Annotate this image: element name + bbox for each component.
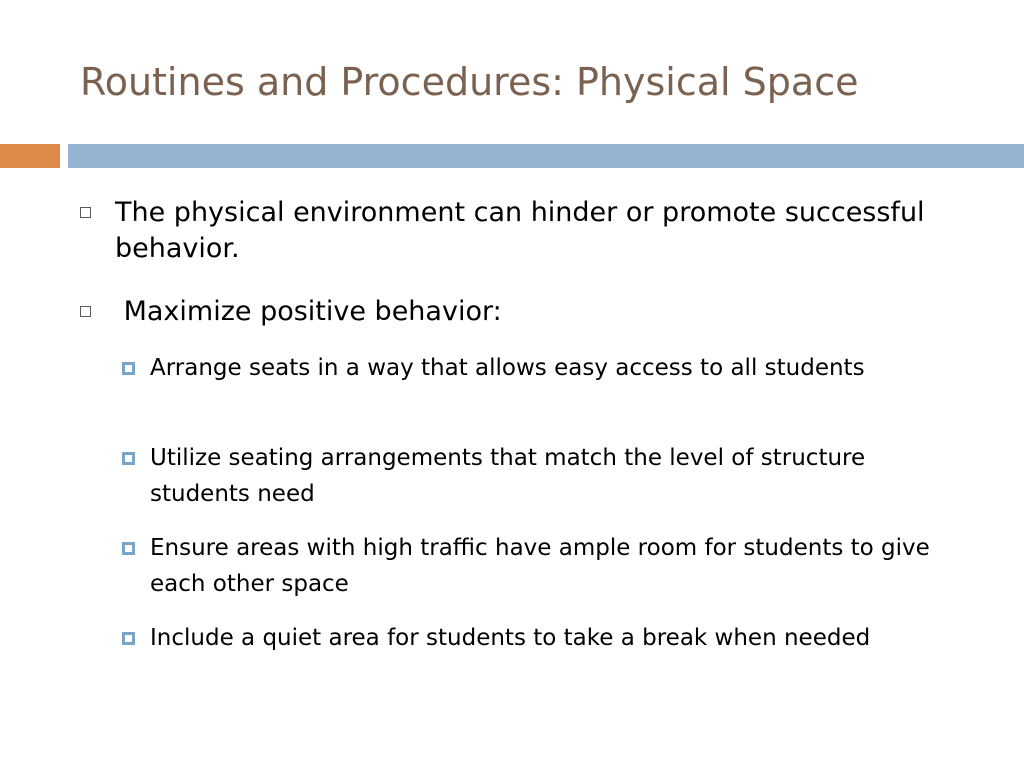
bullet-item: [80, 195, 980, 267]
bullet-text: Maximize positive behavior:: [115, 296, 502, 327]
bullet-text: The physical environment can hinder or promote successful behavior.: [115, 197, 925, 264]
blue-square-bullet-icon: [122, 632, 135, 645]
sub-bullet-text: Include a quiet area for students to take a break when needed: [150, 625, 871, 651]
sub-bullet-item: [122, 530, 972, 602]
sub-bullet-text: Ensure areas with high traffic have ample room for students to give each other space: [150, 535, 930, 597]
accent-bar-orange: [0, 144, 60, 168]
hollow-square-bullet-icon: [80, 207, 91, 218]
blue-square-bullet-icon: [122, 542, 135, 555]
sub-bullet-text: Arrange seats in a way that allows easy access to all students: [150, 355, 865, 381]
accent-bar-blue: [68, 144, 1024, 168]
hollow-square-bullet-icon: [80, 306, 91, 317]
sub-bullet-item: [122, 350, 972, 386]
sub-bullet-item: [122, 620, 972, 656]
sub-bullet-text: Utilize seating arrangements that match the level of structure students need: [150, 445, 866, 507]
blue-square-bullet-icon: [122, 362, 135, 375]
slide-title: Routines and Procedures: Physical Space: [80, 60, 859, 104]
sub-bullet-item: [122, 440, 972, 512]
bullet-item: [80, 294, 980, 330]
blue-square-bullet-icon: [122, 452, 135, 465]
